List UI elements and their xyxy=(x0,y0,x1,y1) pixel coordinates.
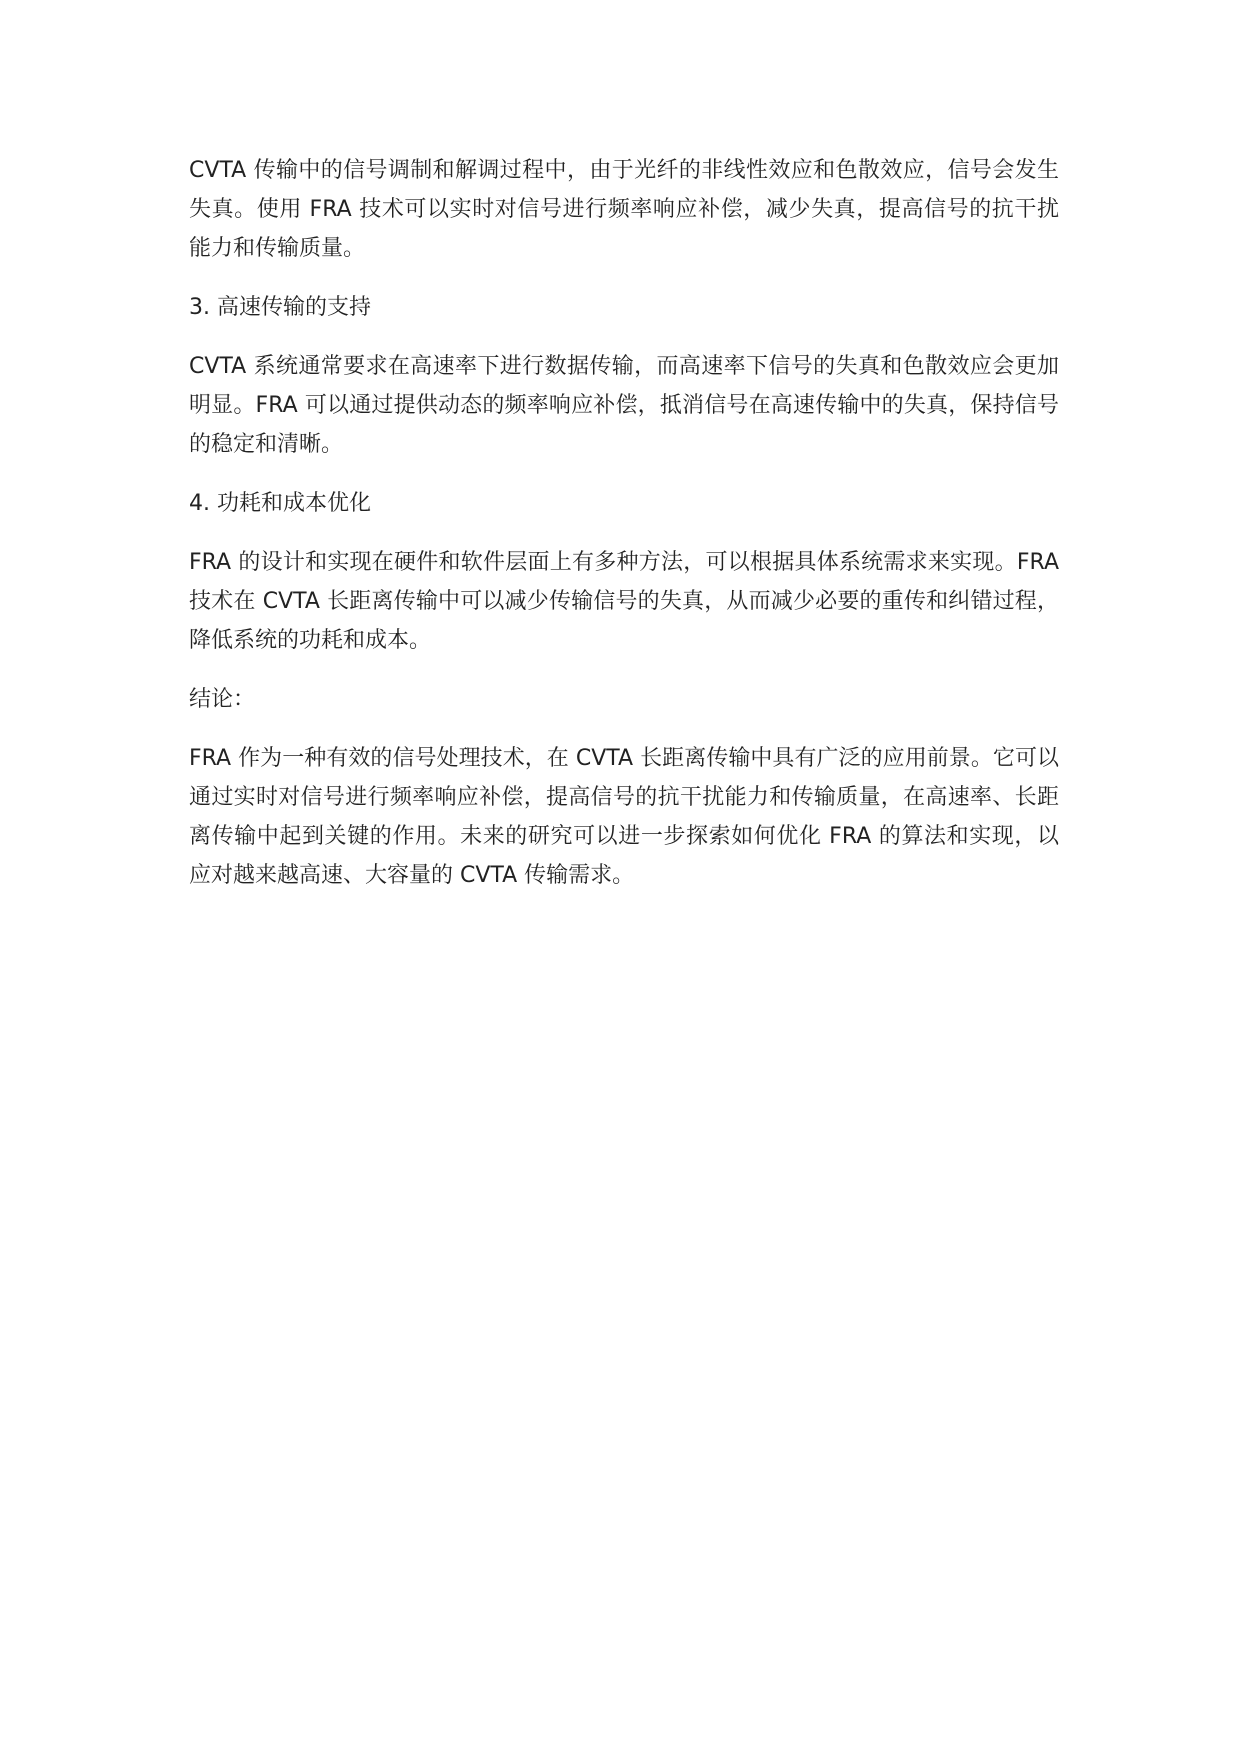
section-heading-power-cost: 4. 功耗和成本优化 xyxy=(189,491,371,516)
paragraph-conclusion: FRA 作为一种有效的信号处理技术，在 CVTA 长距离传输中具有广泛的应用前景。它可以通过实时对信号进行频率响应补偿，提高信号的抗干扰能力和传输质量，在高速率、长距离传输中起到关键的作用。未来的研究可以进一步探索如何优化 FRA 的算法和实现，以应对越来越高速、大容量的 CVTA 传输需求。 xyxy=(189,746,1059,888)
paragraph-high-speed: CVTA 系统通常要求在高速率下进行数据传输，而高速率下信号的失真和色散效应会更加明显。FRA 可以通过提供动态的频率响应补偿，抵消信号在高速传输中的失真，保持信号的稳定和清晰。 xyxy=(189,354,1059,457)
paragraph-signal-distortion: CVTA 传输中的信号调制和解调过程中，由于光纤的非线性效应和色散效应，信号会发生失真。使用 FRA 技术可以实时对信号进行频率响应补偿，减少失真，提高信号的抗干扰能力和传输质量。 xyxy=(189,158,1059,261)
conclusion-heading: 结论： xyxy=(189,687,256,712)
section-heading-high-speed: 3. 高速传输的支持 xyxy=(189,295,371,320)
document-body xyxy=(189,151,1059,915)
paragraph-power-cost: FRA 的设计和实现在硬件和软件层面上有多种方法，可以根据具体系统需求来实现。FRA 技术在 CVTA 长距离传输中可以减少传输信号的失真，从而减少必要的重传和纠错过程，降低系统的功耗和成本。 xyxy=(189,550,1059,653)
